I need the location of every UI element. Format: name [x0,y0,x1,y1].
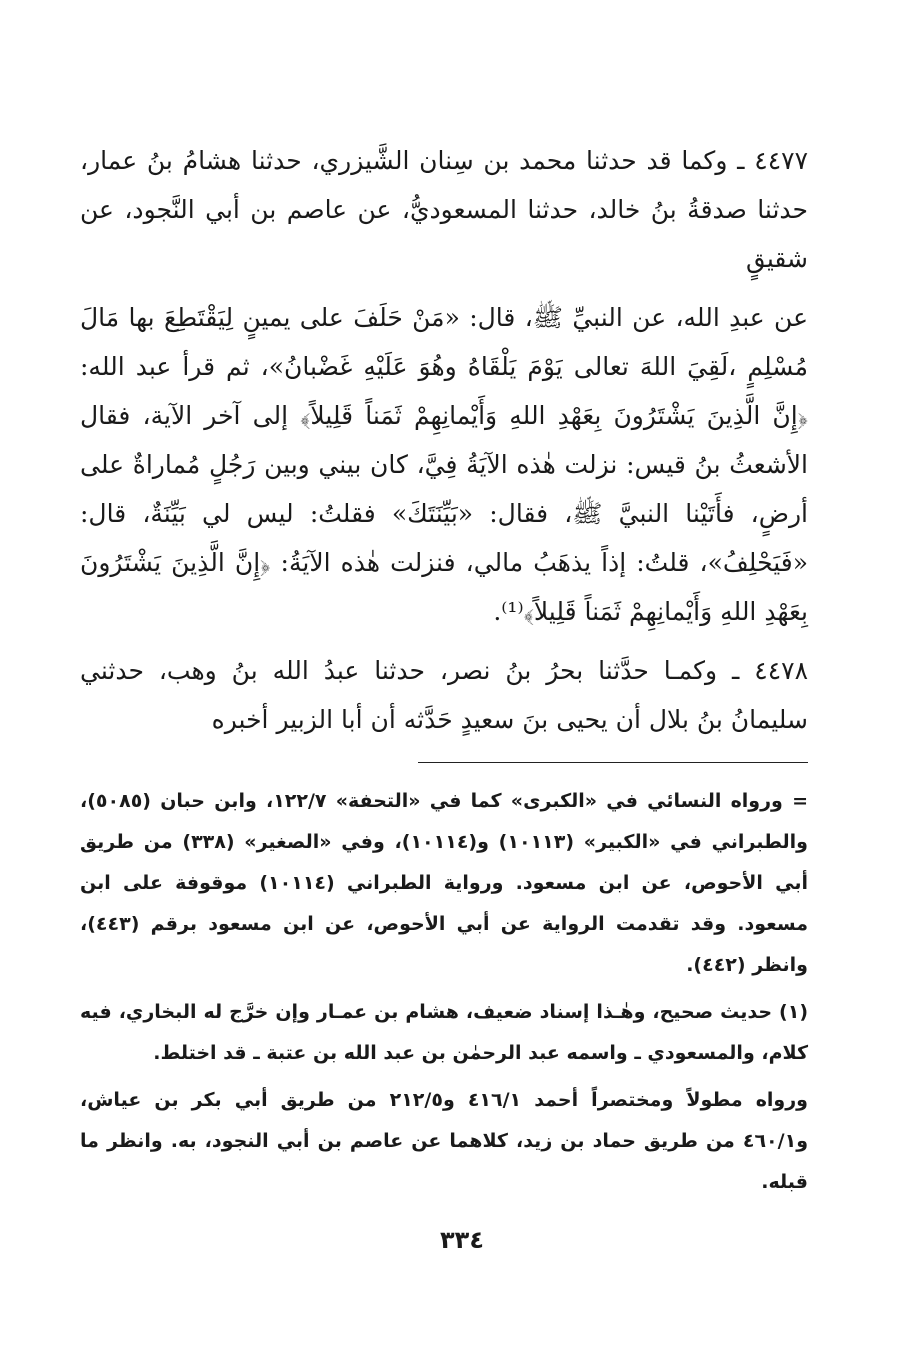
footnote-continuation: = ورواه النسائي في «الكبرى» كما في «التحفة» ١٢٢/٧، وابن حبان (٥٠٨٥)، والطبراني في «الكبير» (١٠١١٣) و(١٠١١٤)، وفي «الصغير» (٣٣٨) من طريق أبي الأحوص، عن ابن مسعود. ورواية الطبراني (١٠١١٤) موقوفة على ابن مسعود. وقد تقدمت الرواية عن أبي الأحوص، عن ابن مسعود برقم (٤٤٣)، وانظر (٤٤٢). [80,790,808,976]
hadith-4477-isnad: ٤٤٧٧ ـ وكما قد حدثنا محمد بن سِنان الشَّيزري، حدثنا هشامُ بنُ عمار، حدثنا صدقةُ بنُ خالد، حدثنا المسعوديُّ، عن عاصم بن أبي النَّجود، عن شقيقٍ [80,146,808,273]
footnote-1: (١) حديث صحيح، وهٰـذا إسناد ضعيف، هشام بن عمـار وإن خرَّج له البخاري، فيه كلام، والمسعودي ـ واسمه عبد الرحمٰن بن عبد الله بن عتبة ـ قد اختلط. [80,1001,808,1064]
page-body [80,136,808,1203]
footnote-divider [418,762,808,763]
page-number: ٣٣٤ [440,1226,484,1254]
footnote-1-continued: ورواه مطولاً ومختصراً أحمد ٤١٦/١ و٢١٢/٥ من طريق أبي بكر بن عياش، و٤٦٠/١ من طريق حماد بن زيد، كلاهما عن عاصم بن أبي النجود، به. وانظر ما قبله. [80,1089,808,1193]
hadith-4477-text: عن عبدِ الله، عن النبيِّ ﷺ، قال: «مَنْ حَلَفَ على يمينٍ لِيَقْتَطِعَ بها مَالَ مُسْلِمٍ ،لَقِيَ اللهَ تعالى يَوْمَ يَلْقَاهُ وهُوَ عَلَيْهِ غَضْبانُ»، ثم قرأ عبد الله: ﴿إِنَّ الَّذِينَ يَشْتَرُونَ بِعَهْدِ اللهِ وَأَيْمانِهِمْ ثَمَناً قَلِيلاً﴾ إلى آخر الآية، فقال الأشعثُ بنُ قيس: نزلت هٰذه الآيَةُ فِيَّ، كان بيني وبين رَجُلٍ مُماراةٌ على أرضٍ، فأَتَيْنا النبيَّ ﷺ، فقال: «بَيِّنَتَكَ» فقلتُ: ليس لي بَيِّنَةٌ، قال: «فَيَحْلِفُ»، قلتُ: إذاً يذهَبُ مالي، فنزلت هٰذه الآيَةُ: ﴿إِنَّ الَّذِينَ يَشْتَرُونَ بِعَهْدِ اللهِ وَأَيْمانِهِمْ ثَمَناً قَلِيلاً﴾⁽¹⁾. [80,303,808,626]
hadith-4478-isnad: ٤٤٧٨ ـ وكمـا حدَّثنا بحرُ بنُ نصر، حدثنا عبدُ الله بنُ وهب، حدثني سليمانُ بنُ بلال أن يحيى بنَ سعيدٍ حَدَّثه أن أبا الزبير أخبره [80,656,808,734]
footnotes [80,781,808,1203]
